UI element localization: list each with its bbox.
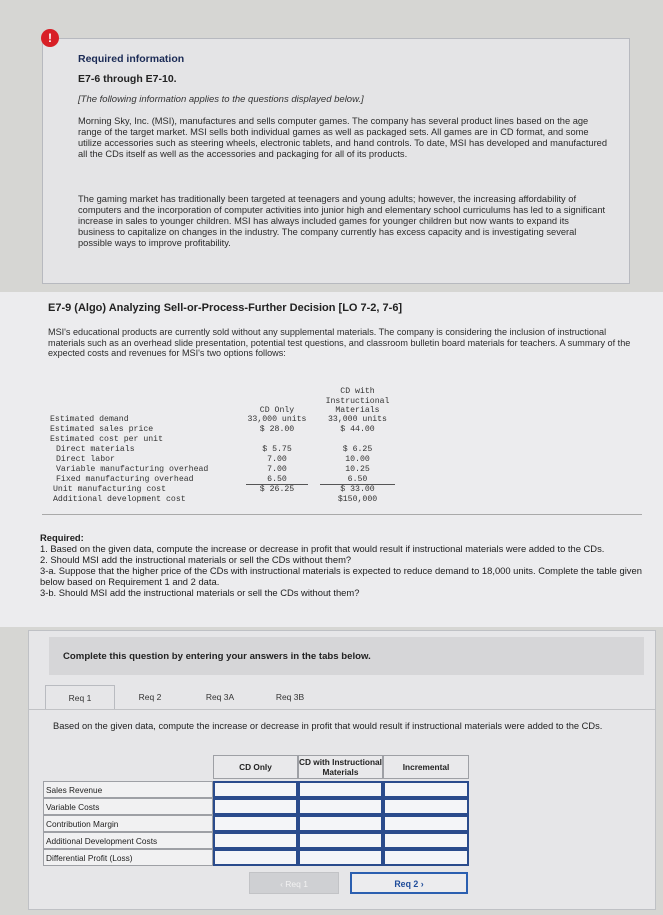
- requirement-3b: 3-b. Should MSI add the instructional materials or sell the CDs without them?: [40, 587, 360, 598]
- value-dm-im: $ 6.25: [342, 445, 373, 454]
- contribution-margin-incremental-input[interactable]: [383, 815, 469, 832]
- requirement-1: 1. Based on the given data, compute the increase or decrease in profit that would result if instructional materials were added to the CDs.: [40, 543, 605, 554]
- value-price-cd: $ 28.00: [259, 425, 295, 434]
- value-vmo-cd: 7.00: [267, 465, 287, 474]
- row-label-additional-development: Additional Development Costs: [43, 832, 213, 849]
- value-adc-im: $150,000: [337, 495, 378, 504]
- variable-costs-im-input[interactable]: [298, 798, 383, 815]
- sales-revenue-cd-input[interactable]: [213, 781, 298, 798]
- tab-req-1[interactable]: Req 1: [45, 685, 115, 709]
- variable-costs-cd-input[interactable]: [213, 798, 298, 815]
- label-adc: Additional development cost: [53, 495, 186, 504]
- requirement-3a: 3-a. Suppose that the higher price of the CDs with instructional materials is expected to reduce demand to 18,000 units. Complete the table given below based on Requirement 1 and 2 data.: [40, 565, 642, 587]
- tabs-underline: [29, 709, 655, 710]
- development-cd-input[interactable]: [213, 832, 298, 849]
- problem-intro: MSI's educational products are currently sold without any supplemental materials. The company is considering the inclusion of instructional materials such as an overhead slide presentation, potential test questions, and classroom bulletin board materials for teachers. A summary of the expected costs and revenues for MSI's two options follows:: [48, 327, 631, 358]
- value-price-im: $ 44.00: [340, 425, 375, 434]
- required-information-title: Required information: [78, 53, 185, 65]
- contribution-margin-cd-input[interactable]: [213, 815, 298, 832]
- row-cost-per-unit: [50, 435, 395, 445]
- row-demand: [50, 415, 395, 425]
- differential-profit-im-input[interactable]: [298, 849, 383, 866]
- row-dm: [50, 445, 395, 455]
- development-im-input[interactable]: [298, 832, 383, 849]
- value-dl-im: 10.00: [345, 455, 370, 464]
- value-umc-im: $ 33.00: [340, 485, 375, 494]
- prev-req-button[interactable]: ‹ Req 1: [249, 872, 339, 894]
- row-label-variable-costs: Variable Costs: [43, 798, 213, 815]
- header-cd-only: CD Only: [213, 755, 298, 779]
- development-incremental-input[interactable]: [383, 832, 469, 849]
- value-fmo-cd: 6.50: [246, 475, 308, 485]
- row-price: [50, 425, 395, 435]
- table-row: [43, 781, 469, 798]
- task-description: Based on the given data, compute the increase or decrease in profit that would result if instructional materials were added to the CDs.: [53, 721, 603, 731]
- label-vmo: Variable manufacturing overhead: [56, 465, 209, 474]
- required-heading: Required:: [40, 532, 84, 543]
- problem-title: E7-9 (Algo) Analyzing Sell-or-Process-Further Decision [LO 7-2, 7-6]: [48, 302, 403, 314]
- contribution-margin-im-input[interactable]: [298, 815, 383, 832]
- tab-req-2[interactable]: Req 2: [138, 692, 162, 702]
- problem-section: [0, 292, 663, 627]
- row-adc: [50, 495, 395, 505]
- required-information-panel: [42, 31, 630, 284]
- value-umc-cd: $ 26.25: [259, 485, 295, 494]
- row-dl: [50, 455, 395, 465]
- tab-req-3b[interactable]: Req 3B: [275, 692, 305, 702]
- col1-header: CD Only: [259, 406, 295, 415]
- tab-req-3a[interactable]: Req 3A: [205, 692, 235, 702]
- col2-header-line1: CD with: [340, 387, 375, 396]
- row-vmo: [50, 465, 395, 475]
- applies-note: [The following information applies to the questions displayed below.]: [78, 94, 364, 105]
- requirements: [40, 532, 645, 598]
- sales-revenue-im-input[interactable]: [298, 781, 383, 798]
- value-fmo-im: 6.50: [320, 475, 395, 485]
- variable-costs-incremental-input[interactable]: [383, 798, 469, 815]
- row-umc: [50, 485, 395, 495]
- requirement-2: 2. Should MSI add the instructional materials or sell the CDs without them?: [40, 554, 352, 565]
- alert-icon: !: [41, 29, 59, 47]
- instruction-text: Complete this question by entering your answers in the tabs below.: [63, 651, 371, 662]
- label-umc: Unit manufacturing cost: [53, 485, 167, 494]
- col2-header-line3: Materials: [335, 406, 380, 415]
- row-label-contribution-margin: Contribution Margin: [43, 815, 213, 832]
- exercise-range: E7-6 through E7-10.: [78, 73, 177, 85]
- cost-revenue-table: [50, 387, 395, 515]
- header-cd-with-materials: CD with Instructional Materials: [299, 757, 382, 777]
- company-description: Morning Sky, Inc. (MSI), manufactures and sells computer games. The company has several product lines based on the age range of the target market. MSI sells both individual games as well as packaged sets. All games are in CD format, and some utilize accessories such as steering wheels, electronic tablets, and hand controls. To date, MSI has developed and manufactured all the CDs itself as well as the accessories and packaging for all of its products.: [78, 116, 608, 159]
- differential-profit-cd-input[interactable]: [213, 849, 298, 866]
- value-vmo-im: 10.25: [345, 465, 370, 474]
- table-row: [43, 798, 469, 815]
- row-label-sales-revenue: Sales Revenue: [43, 781, 213, 798]
- header-incremental: Incremental: [383, 755, 469, 779]
- label-cost-per-unit: Estimated cost per unit: [50, 435, 164, 444]
- value-demand-cd: 33,000 units: [247, 415, 307, 424]
- label-dl: Direct labor: [56, 455, 115, 464]
- value-dm-cd: $ 5.75: [262, 445, 292, 454]
- col2-header-line2: Instructional: [325, 397, 390, 406]
- row-label-differential-profit: Differential Profit (Loss): [43, 849, 213, 866]
- label-demand: Estimated demand: [50, 415, 129, 424]
- row-fmo: [50, 475, 395, 485]
- value-dl-cd: 7.00: [267, 455, 287, 464]
- next-req-button[interactable]: Req 2 ›: [350, 872, 468, 894]
- sales-revenue-incremental-input[interactable]: [383, 781, 469, 798]
- instruction-bar: [49, 637, 644, 675]
- label-price: Estimated sales price: [50, 425, 154, 434]
- label-fmo: Fixed manufacturing overhead: [56, 475, 194, 484]
- table-row: [43, 849, 469, 866]
- table-divider: [42, 514, 642, 515]
- value-demand-im: 33,000 units: [328, 415, 387, 424]
- label-dm: Direct materials: [56, 445, 135, 454]
- table-row: [43, 832, 469, 849]
- market-description: The gaming market has traditionally been targeted at teenagers and young adults; however, the increasing affordability of computers and the incorporation of computer activities into junior high and elementary school curriculums has led to a significant increase in sales to younger children. MSI has always included games for younger children but now wants to expand its business to capitalize on changes in the industry. The company currently has excess capacity and is investigating several possible ways to improve profitability.: [78, 194, 606, 248]
- table-row: [43, 815, 469, 832]
- differential-profit-incremental-input[interactable]: [383, 849, 469, 866]
- answer-panel: [28, 630, 656, 910]
